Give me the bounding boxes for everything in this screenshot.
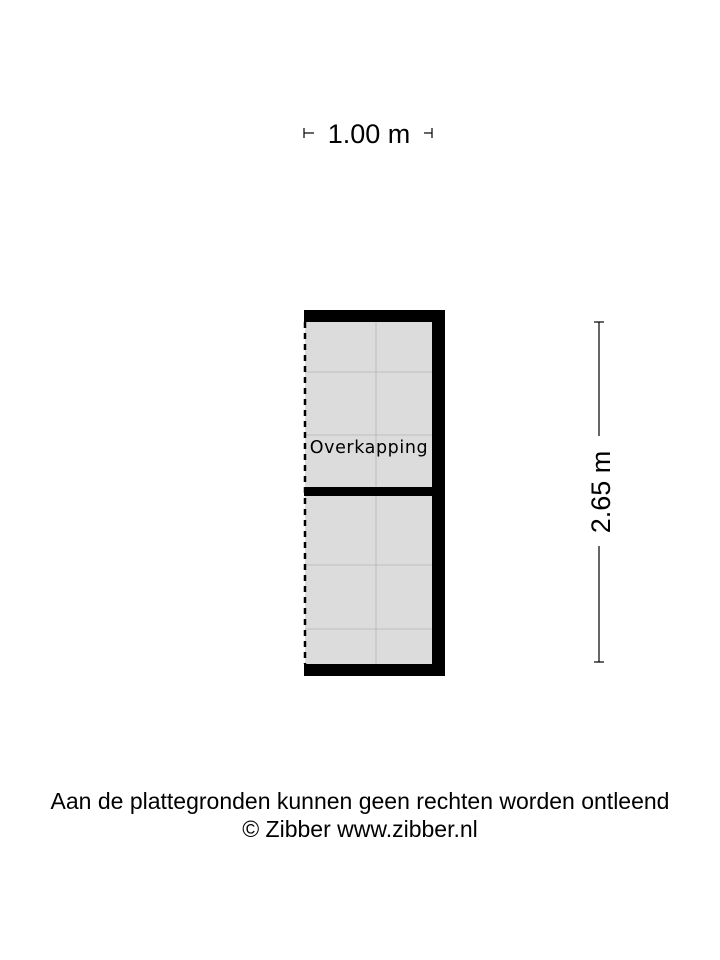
room-label: Overkapping — [309, 438, 429, 458]
height-dimension-label: 2.65 m — [586, 450, 616, 534]
disclaimer-text: Aan de plattegronden kunnen geen rechten worden ontleend — [50, 788, 670, 814]
copyright-text: © Zibber www.zibber.nl — [242, 816, 478, 842]
width-dimension-label: 1.00 m — [327, 119, 411, 149]
width-dimension — [304, 119, 432, 149]
wall-bottom — [304, 664, 445, 676]
wall-top — [304, 310, 445, 322]
wall-middle — [304, 487, 445, 496]
room-overkapping — [304, 310, 445, 676]
height-dimension — [586, 322, 616, 662]
